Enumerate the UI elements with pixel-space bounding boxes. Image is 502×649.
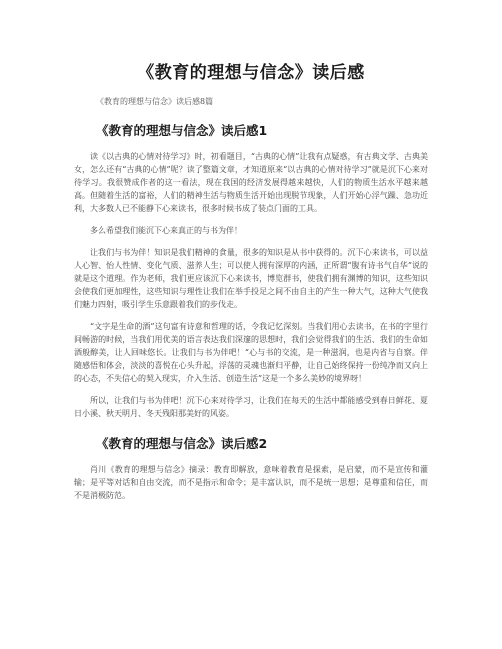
section-2	[74, 435, 428, 502]
section-heading: 《教育的理想与信念》读后感2	[96, 436, 268, 451]
section-1	[74, 122, 428, 420]
document-subtitle: 《教育的理想与信念》读后感8篇	[96, 97, 214, 106]
paragraph: “文字是生命的酒”这句富有诗意和哲理的话，令我记忆深刻。当我们用心去读书，在书的字里行间畅游的时候，当我们用优美的语言表达我们深邃的思想时，我们会觉得我们的生活、我们的生命如酒般醇美，让人回味悠长。让我们与书为伴吧！“心与书的交流，是一种滋润，也是内省与自察。伴随感悟和体会，淡淡的喜悦在心头升起，浮荡的灵魂也渐归平静，让自己始终保持一份纯净而又向上的心态，不失信心的契入现实，介入生活、创造生活”这是一个多么美妙的境界呀！	[74, 322, 428, 383]
paragraph: 读《以古典的心情对待学习》时，初看题目，“古典的心情”让我有点疑惑，有古典文学、古典美女，怎么还有“古典的心情”呢？读了整篇文章，才知道原来“以古典的心情对待学习”就是沉下心来对待学习。我很赞成作者的这一看法，现在我国的经济发展得越来越快，人们的物质生活水平越来越高。但随着生活的富裕，人们的精神生活与物质生活开始出现脱节现象，人们开始心浮气躁、急功近利，大多数人已不能静下心来读书，很多时候书成了装点门面的工具。	[74, 152, 428, 213]
paragraph: 多么希望我们能沉下心来真正的与书为伴！	[90, 226, 242, 235]
paragraph: 让我们与书为伴！知识是我们精神的食量，很多的知识是从书中获得的。沉下心来读书，可以益人心智、怡人性情、变化气质、滋养人生；可以使人拥有深厚的内涵，正所谓“腹有诗书气自华”说的就是这个道理。作为老师，我们更应该沉下心来读书，博览群书，使我们拥有渊博的知识，这些知识会使我们更加理性，这些知识与理性让我们在举手投足之间不由自主的产生一种大气，这种大气使我们魅力四射，吸引学生乐意跟着我们的步伐走。	[74, 248, 428, 309]
section-heading: 《教育的理想与信念》读后感1	[96, 123, 268, 138]
paragraph: 肖川《教育的理想与信念》摘录：教育即解放，意味着教育是探索，是启蒙，而不是宣传和灌输；是平等对话和自由交流，而不是指示和命令；是丰富认识，而不是统一思想；是尊重和信任，而不是消极防范。	[74, 465, 428, 500]
document-title: 《教育的理想与信念》读后感	[137, 63, 365, 83]
paragraph: 所以，让我们与书为伴吧！沉下心来对待学习，让我们在每天的生活中都能感受到春日鲜花、夏日小溪、秋天明月、冬天残阳那美好的风姿。	[74, 396, 428, 418]
